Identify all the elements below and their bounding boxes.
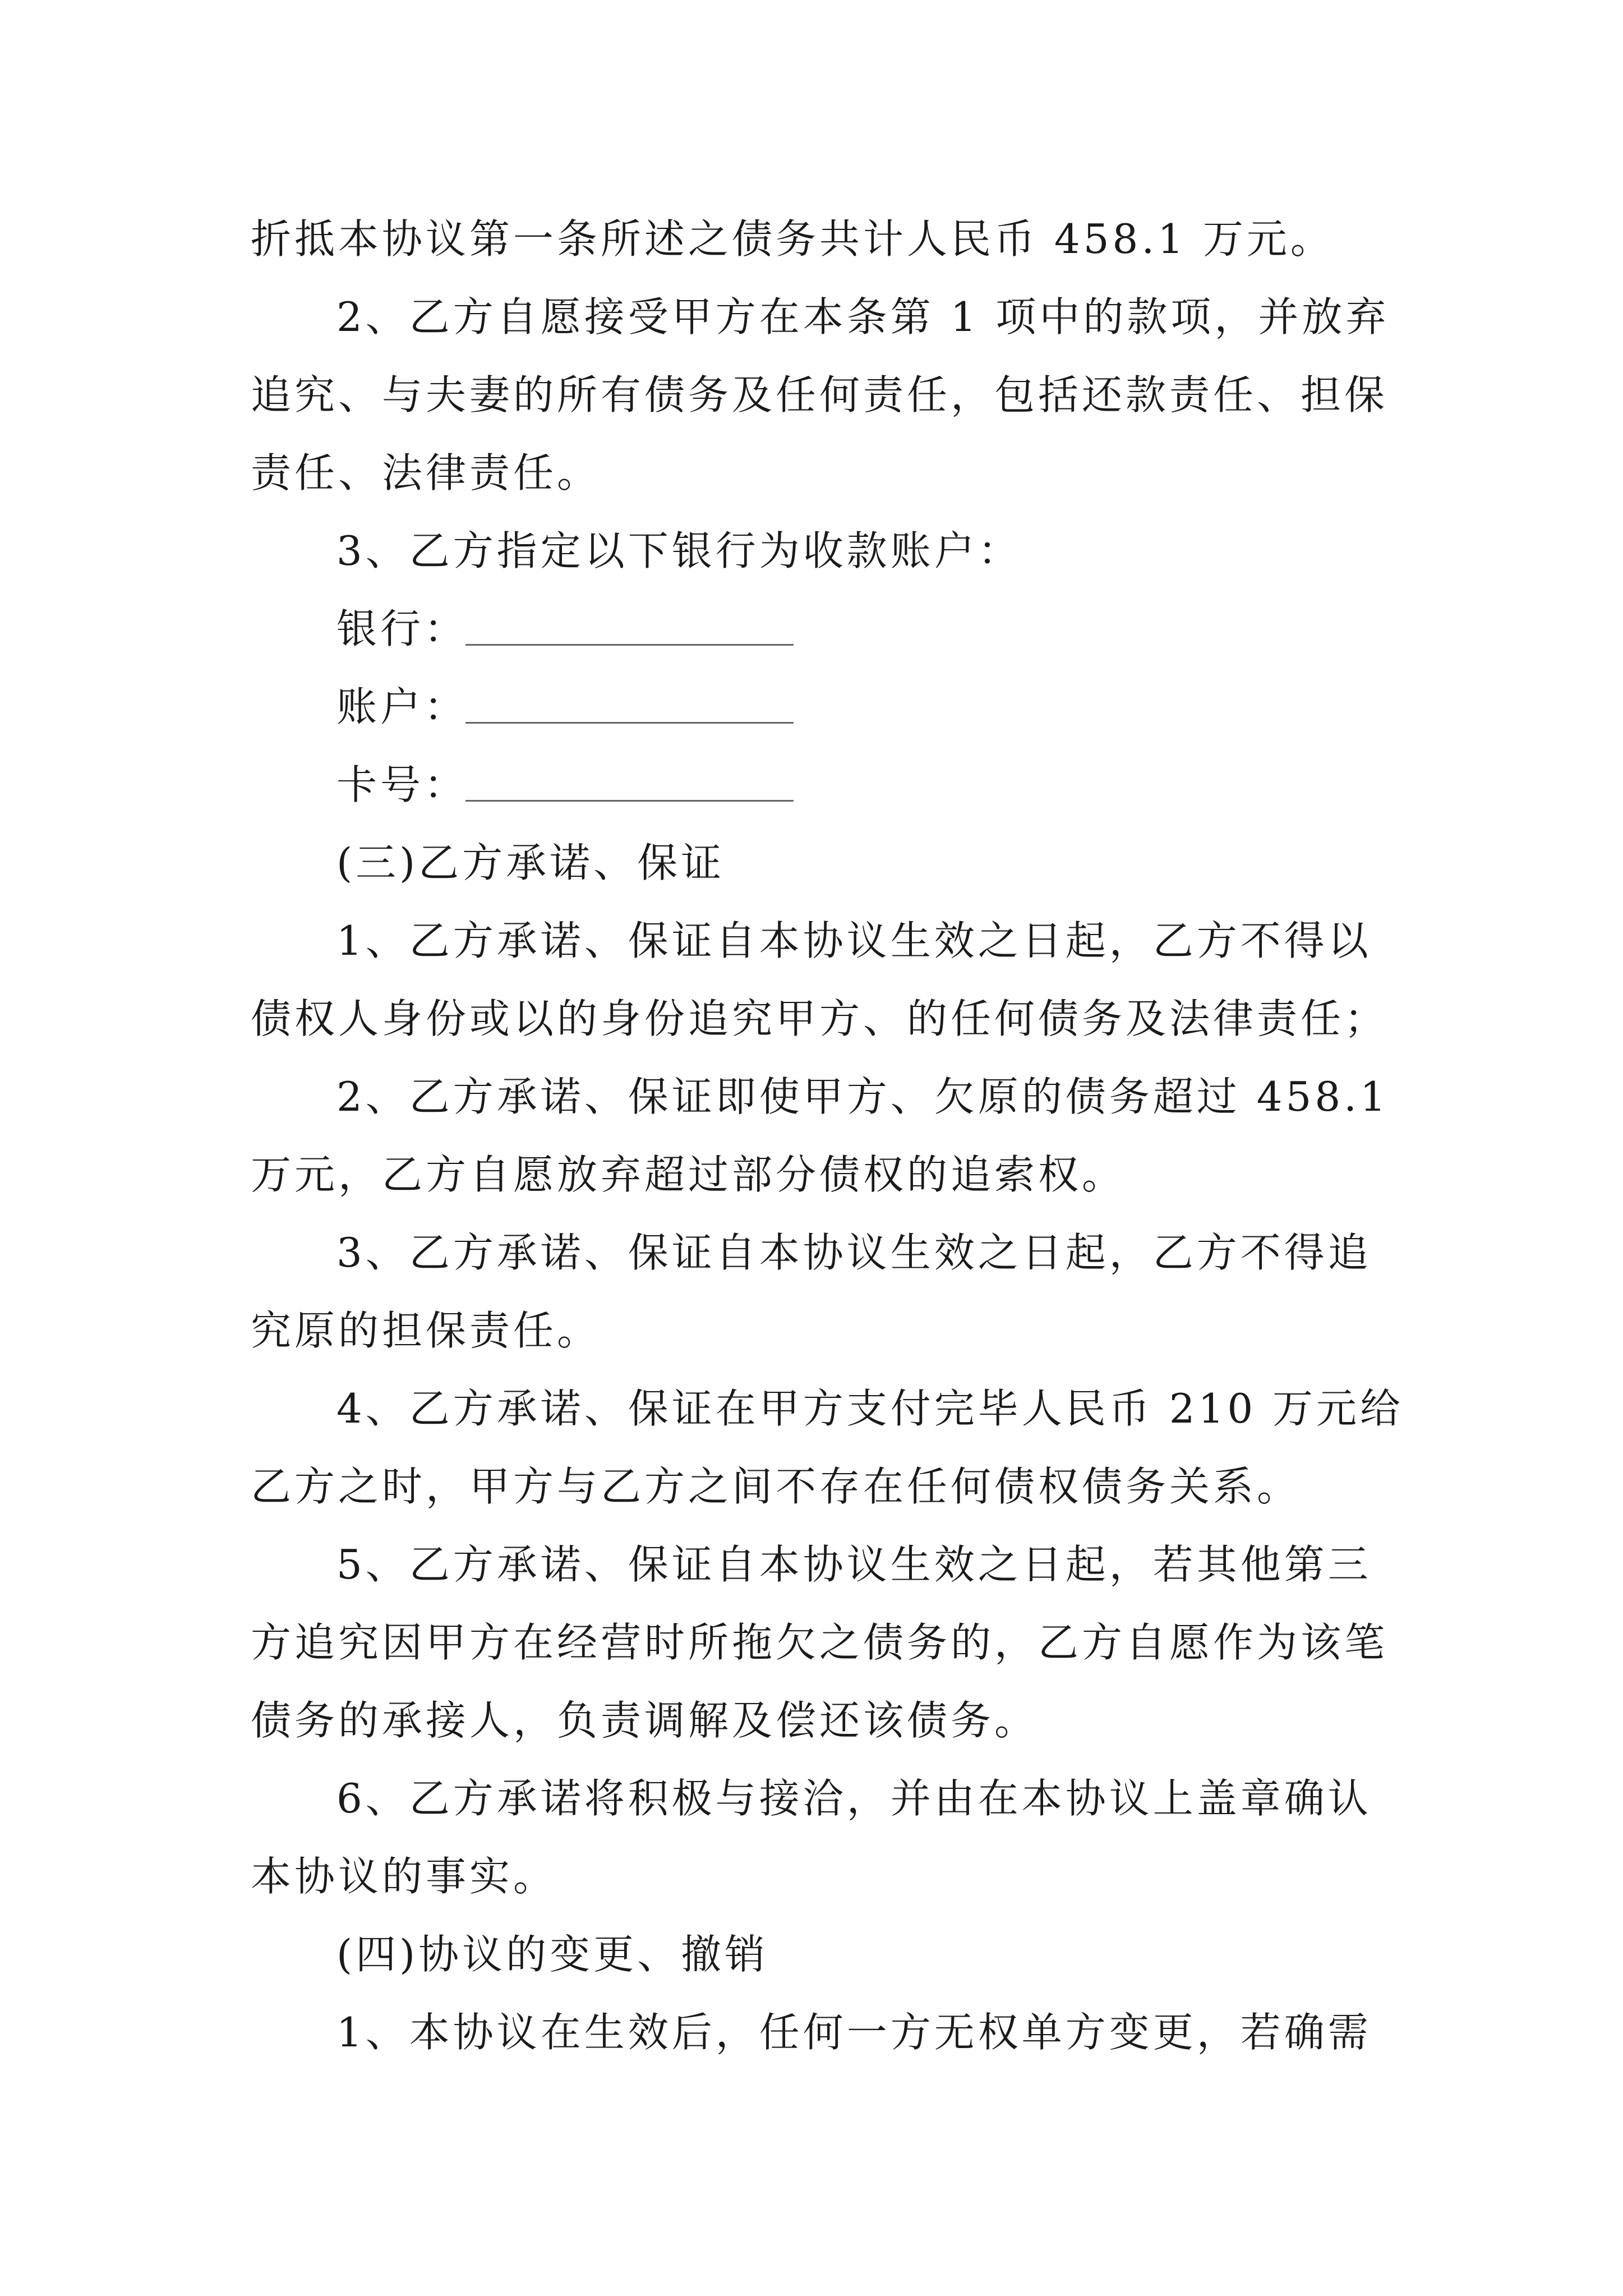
bank-field-label: 银行：: [336, 605, 468, 652]
paragraph-line: 债务的承接人，负责调解及偿还该债务。: [251, 1697, 1039, 1744]
paragraph-line: 4、乙方承诺、保证在甲方支付完毕人民币 210 万元给: [336, 1385, 1404, 1432]
card-field-label: 卡号：: [336, 761, 468, 808]
paragraph-line: 6、乙方承诺将积极与接洽，并由在本协议上盖章确认: [336, 1775, 1372, 1822]
paragraph-line: 1、乙方承诺、保证自本协议生效之日起，乙方不得以: [336, 917, 1372, 964]
paragraph-line: 3、乙方指定以下银行为收款账户：: [336, 527, 1022, 574]
paragraph-line: 折抵本协议第一条所述之债务共计人民币 458.1 万元。: [251, 215, 1334, 263]
paragraph-line: 2、乙方自愿接受甲方在本条第 1 项中的款项，并放弃: [336, 293, 1390, 341]
section-heading: (三)乙方承诺、保证: [336, 839, 725, 886]
paragraph-line: 1、本协议在生效后，任何一方无权单方变更，若确需: [336, 2009, 1372, 2056]
bank-field-blank: [465, 644, 794, 646]
account-field-blank: [465, 722, 794, 724]
paragraph-line: 5、乙方承诺、保证自本协议生效之日起，若其他第三: [336, 1541, 1372, 1588]
paragraph-line: 责任、法律责任。: [251, 449, 601, 496]
paragraph-line: 万元，乙方自愿放弃超过部分债权的追索权。: [251, 1151, 1126, 1198]
account-field-label: 账户：: [336, 683, 468, 730]
paragraph-line: 究原的担保责任。: [251, 1307, 601, 1354]
section-heading: (四)协议的变更、撤销: [336, 1931, 769, 1978]
paragraph-line: 债权人身份或以的身份追究甲方、的任何债务及法律责任；: [251, 995, 1389, 1042]
card-field-blank: [465, 800, 794, 802]
paragraph-line: 乙方之时，甲方与乙方之间不存在任何债权债务关系。: [251, 1463, 1301, 1510]
paragraph-line: 3、乙方承诺、保证自本协议生效之日起，乙方不得追: [336, 1229, 1372, 1276]
paragraph-line: 方追究因甲方在经营时所拖欠之债务的，乙方自愿作为该笔: [251, 1619, 1389, 1666]
paragraph-line: 2、乙方承诺、保证即使甲方、欠原的债务超过 458.1: [336, 1073, 1389, 1120]
paragraph-line: 本协议的事实。: [251, 1853, 557, 1900]
paragraph-line: 追究、与夫妻的所有债务及任何责任，包括还款责任、担保: [251, 371, 1389, 418]
